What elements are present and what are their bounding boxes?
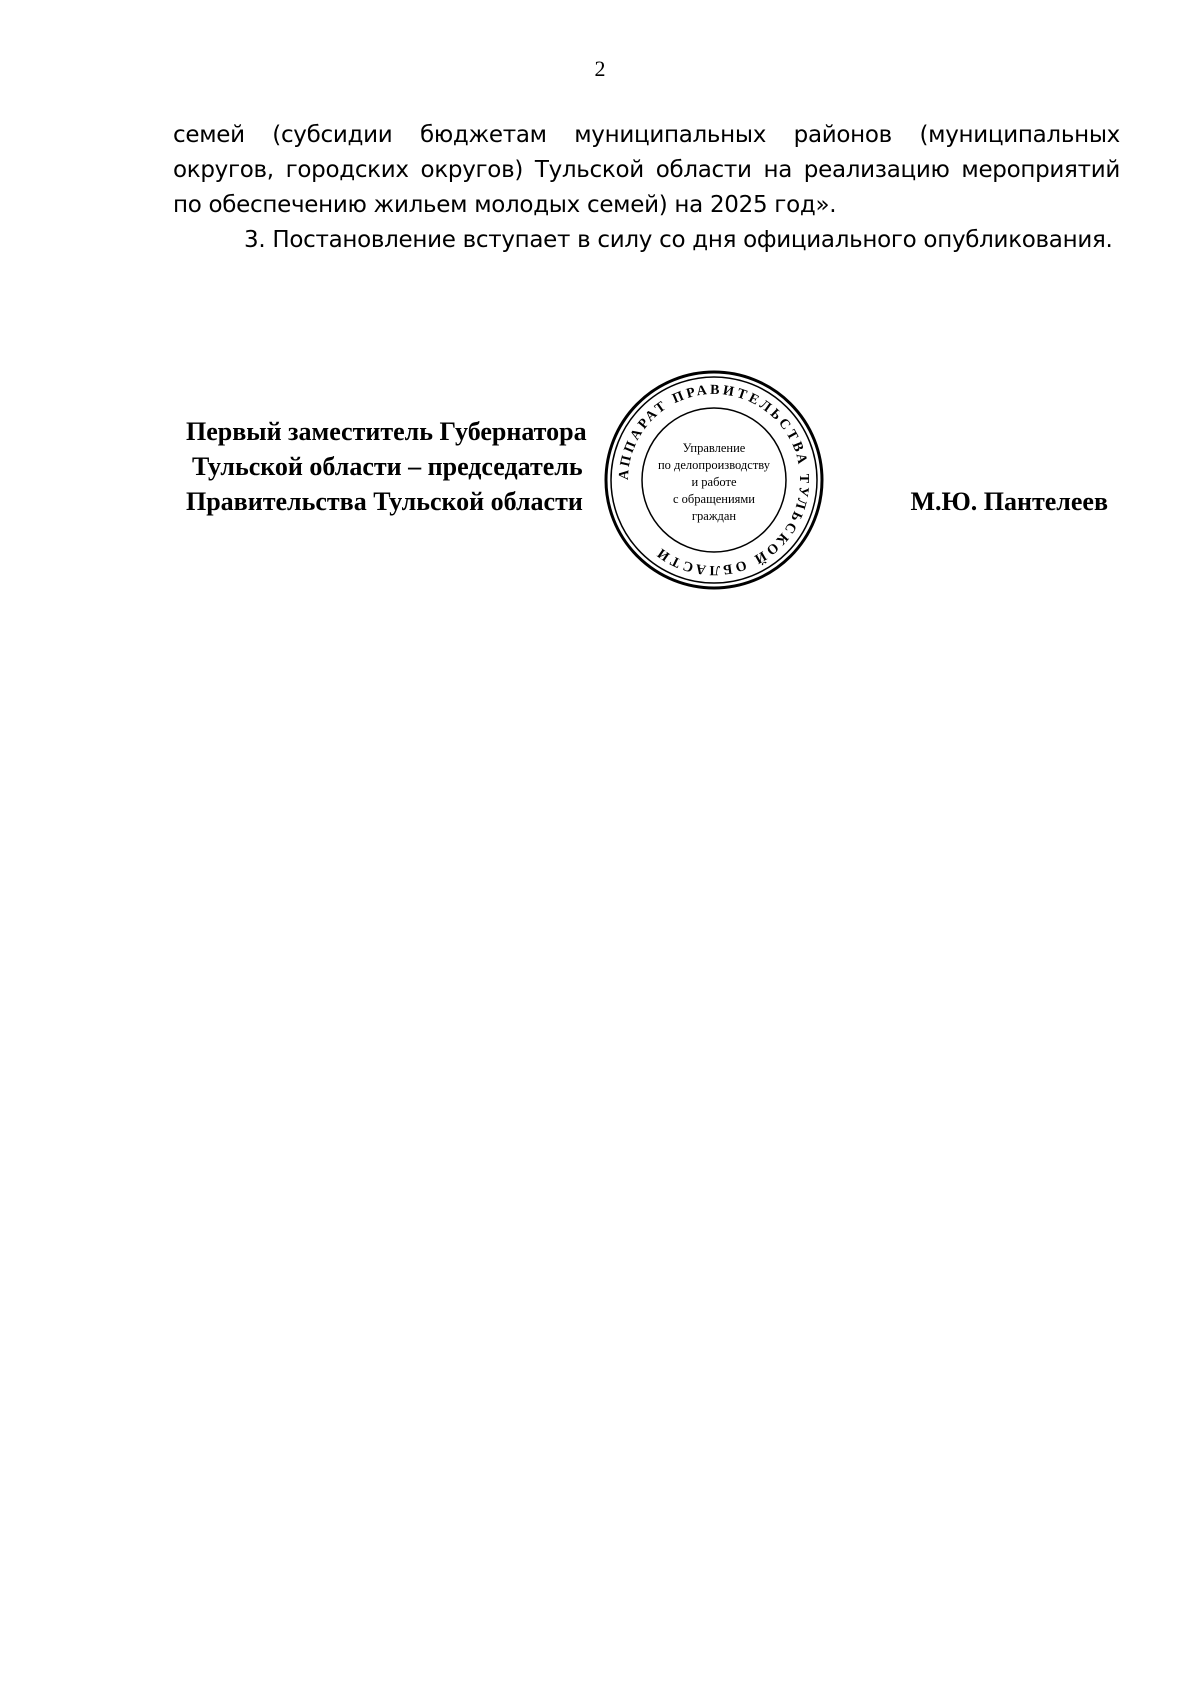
document-body bbox=[173, 118, 1120, 258]
seal-center-line-2: по делопроизводству bbox=[657, 458, 771, 472]
seal-center-line-4: с обращениями bbox=[673, 492, 755, 506]
seal-center-line-1: Управление bbox=[682, 441, 746, 455]
signatory-position bbox=[186, 414, 587, 519]
signatory-position-line-1: Первый заместитель Губернатора bbox=[186, 417, 587, 446]
seal-center-line-5: граждан bbox=[691, 509, 737, 523]
seal-center-line-3: и работе bbox=[691, 475, 737, 489]
body-paragraph-effective-date: 3. Постановление вступает в силу со дня официального опубликования. bbox=[244, 227, 1113, 253]
signatory-position-line-2: Тульской области – председатель bbox=[192, 452, 583, 481]
body-paragraph-continuation: семей (субсидии бюджетам муниципальных районов (муниципальных округов, городских округов) Тульской области на реализацию мероприятий по обеспечению жильем молодых семей) на 2025 год». bbox=[173, 122, 1120, 218]
official-seal-graphic bbox=[602, 368, 826, 592]
signatory-position-line-3: Правительства Тульской области bbox=[186, 487, 583, 516]
official-seal bbox=[602, 368, 826, 592]
page-number: 2 bbox=[594, 56, 606, 81]
signatory-name: М.Ю. Пантелеев bbox=[910, 487, 1108, 516]
seal-ring-text-path: АППАРАТ ПРАВИТЕЛЬСТВА ТУЛЬСКОЙ ОБЛАСТИ bbox=[616, 382, 812, 578]
